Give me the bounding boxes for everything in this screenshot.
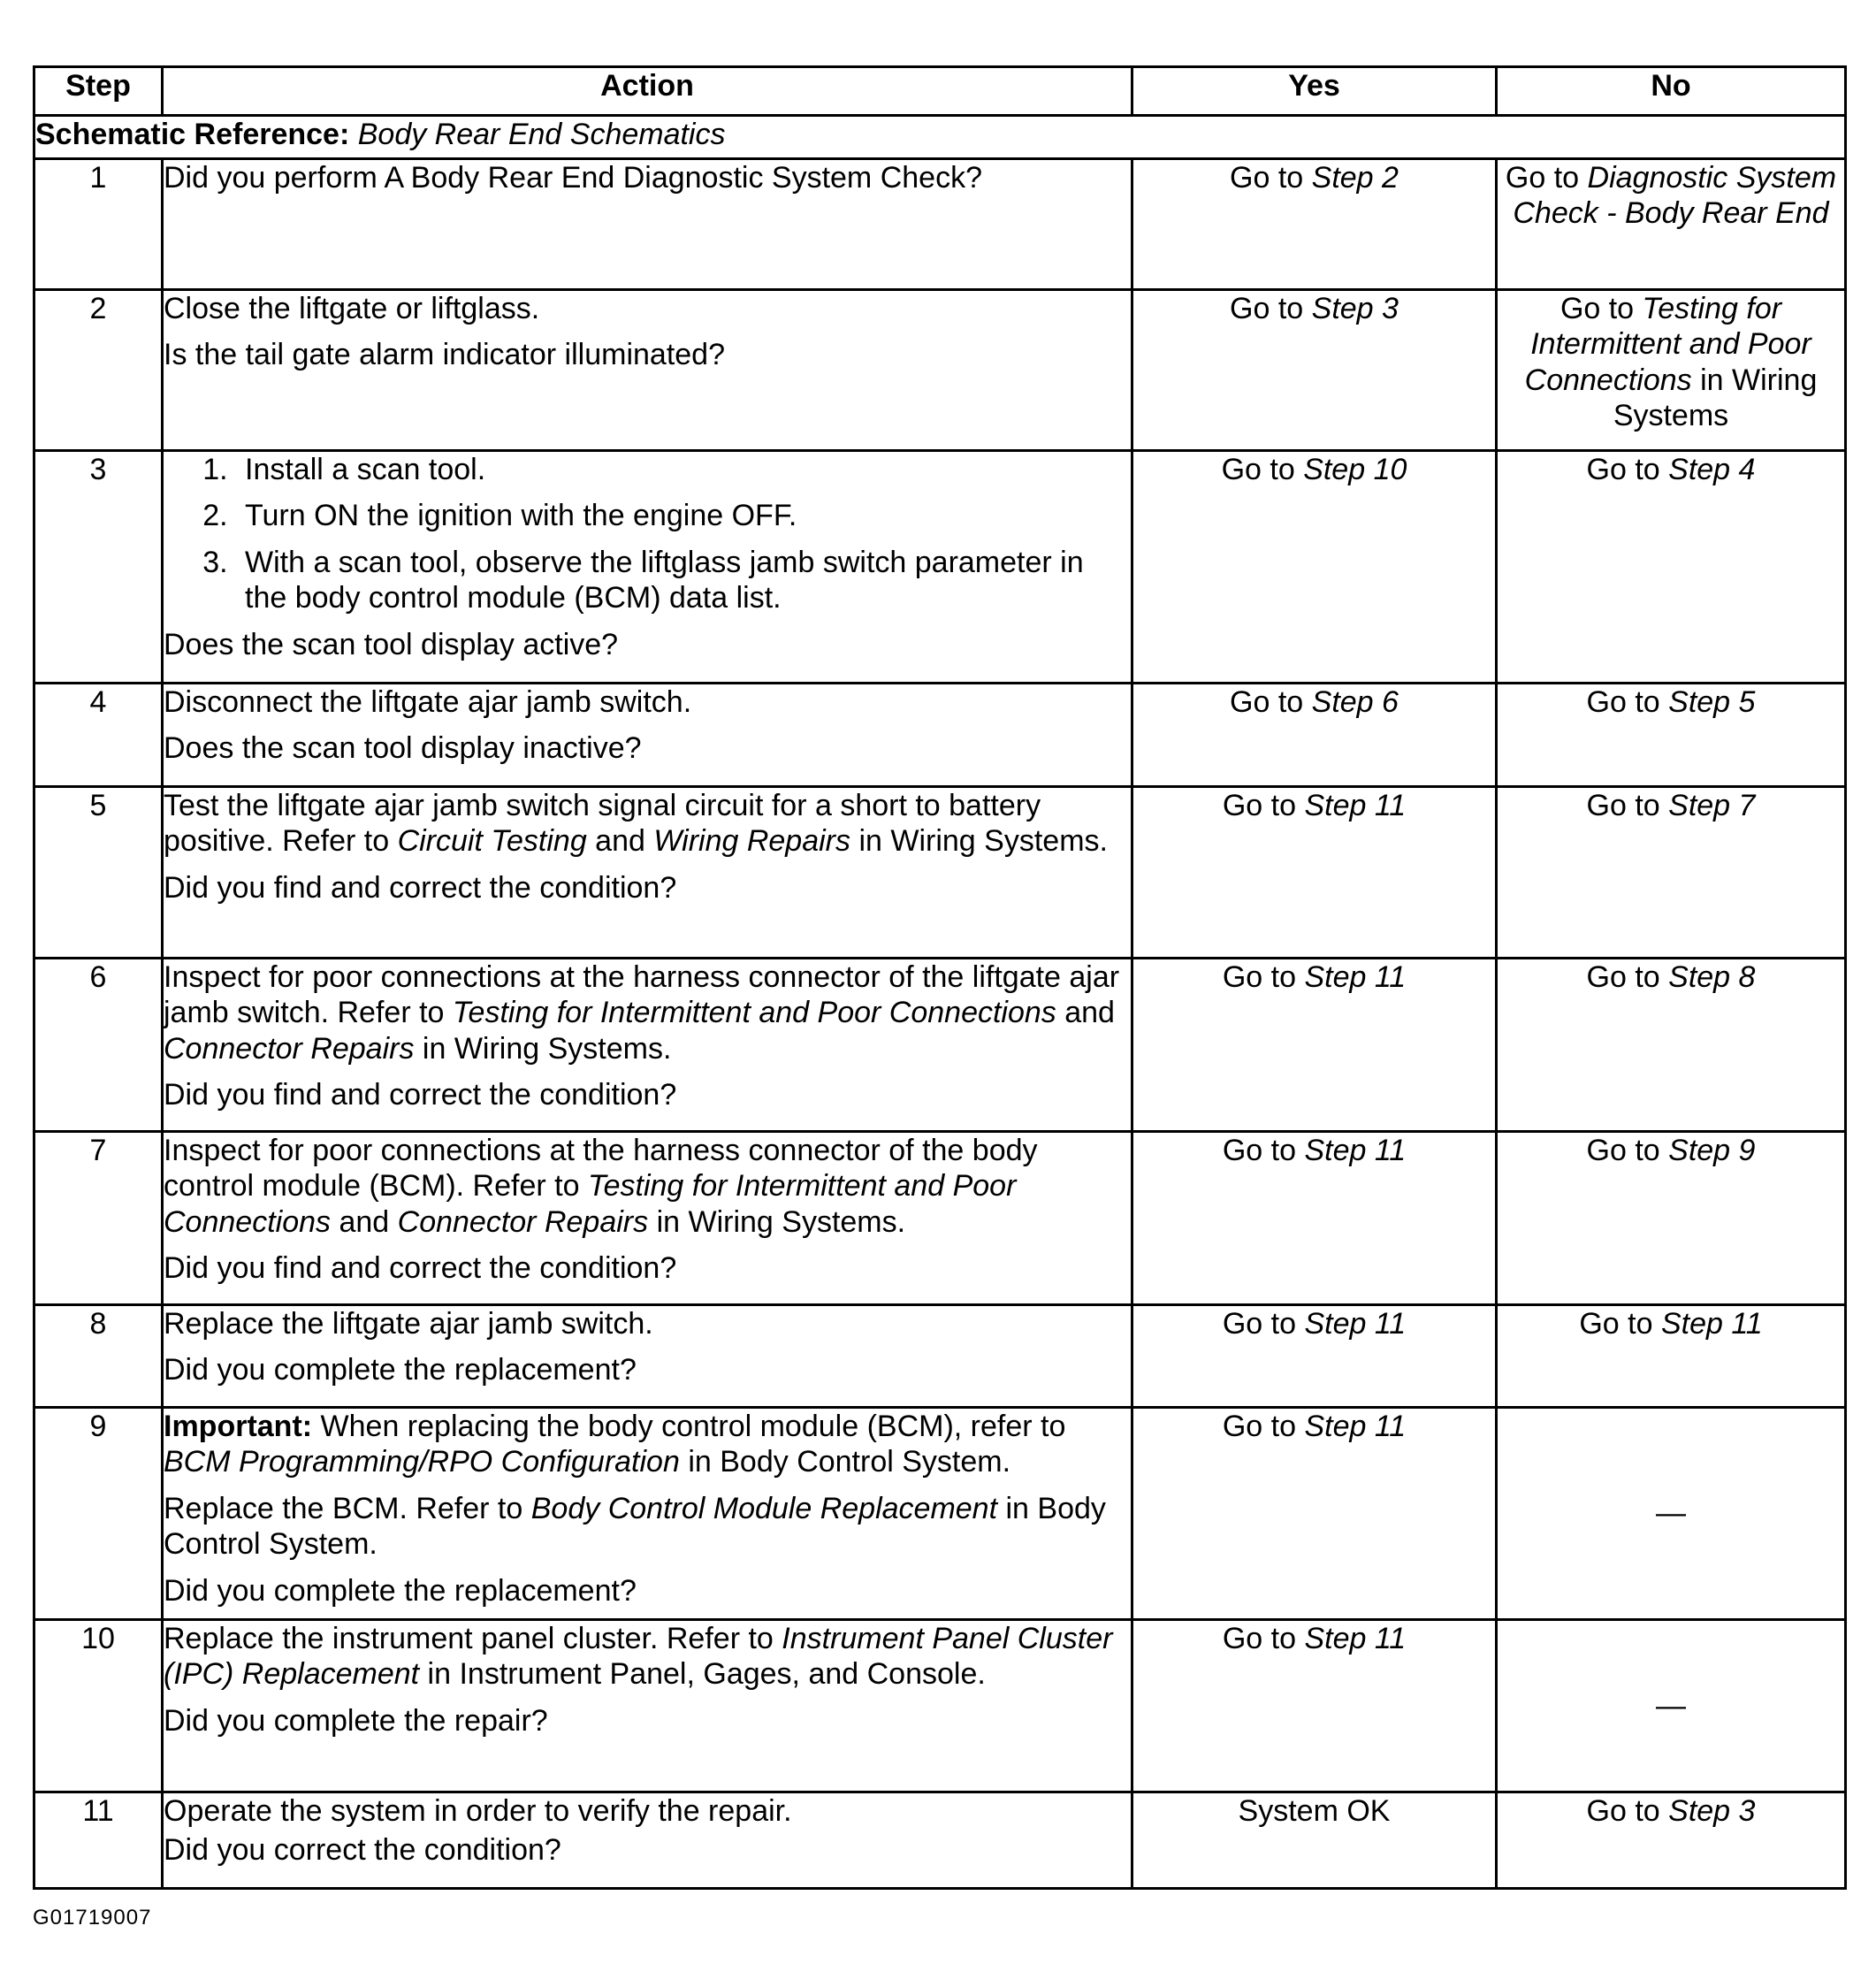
action-text: Disconnect the liftgate ajar jamb switch.	[164, 685, 692, 719]
question-text: Did you complete the replacement?	[164, 1573, 637, 1608]
step-link[interactable]: Step 4	[1668, 453, 1756, 486]
step-number: 3	[34, 451, 163, 684]
step-number: 11	[34, 1792, 163, 1889]
question-text: Did you find and correct the condition?	[164, 1078, 677, 1112]
step-link[interactable]: Step 11	[1304, 789, 1407, 822]
important-label: Important:	[164, 1410, 313, 1443]
question-text: Did you find and correct the condition?	[164, 870, 677, 905]
step-link[interactable]: Step 9	[1668, 1134, 1756, 1167]
list-item: 1. Install a scan tool.	[236, 452, 1131, 487]
step-link[interactable]: Step 11	[1660, 1307, 1763, 1341]
action-cell	[163, 684, 1132, 787]
step-link[interactable]: Step 10	[1303, 453, 1407, 486]
step-link[interactable]: Step 3	[1668, 1794, 1756, 1828]
step-link[interactable]: Step 8	[1668, 960, 1756, 994]
question-text: Did you find and correct the condition?	[164, 1251, 677, 1286]
reference-link[interactable]: Circuit Testing	[397, 824, 587, 859]
no-cell: Go to Step 8	[1497, 959, 1846, 1132]
table-row	[34, 451, 1846, 684]
diagnostic-table	[33, 65, 1847, 1890]
step-number: 6	[34, 959, 163, 1132]
procedure-link[interactable]: Diagnostic System Check - Body Rear End	[1513, 161, 1837, 231]
yes-cell: Go to Step 11	[1132, 959, 1497, 1132]
reference-link[interactable]: BCM Programming/RPO Configuration	[164, 1445, 680, 1479]
no-cell	[1497, 1620, 1846, 1792]
question-text: Does the scan tool display inactive?	[164, 731, 642, 766]
action-text: Replace the liftgate ajar jamb switch.	[164, 1307, 653, 1341]
yes-cell: Go to Step 3	[1132, 290, 1497, 451]
reference-link[interactable]: Body Control Module Replacement	[530, 1491, 998, 1525]
action-text: Inspect for poor connections at the harness connector of the body control module (BCM). Refer to Testing for Intermittent and Poor Connections and Connector Repairs in Wiring Systems.	[164, 1134, 1038, 1239]
header-step: Step	[34, 67, 163, 116]
yes-cell: Go to Step 11	[1132, 787, 1497, 959]
table-row	[34, 787, 1846, 959]
no-cell: Go to Diagnostic System Check - Body Rear End	[1497, 159, 1846, 290]
header-yes: Yes	[1132, 67, 1497, 116]
no-cell: Go to Step 11	[1497, 1305, 1846, 1408]
action-text: Test the liftgate ajar jamb switch signal circuit for a short to battery positive. Refer to Circuit Testing and Wiring Repairs in Wiring Systems.	[164, 789, 1108, 859]
step-number: 2	[34, 290, 163, 451]
yes-cell: Go to Step 6	[1132, 684, 1497, 787]
table-row	[34, 1132, 1846, 1305]
action-text: Operate the system in order to verify the repair.	[164, 1794, 792, 1828]
table-row	[34, 1792, 1846, 1889]
step-link[interactable]: Step 7	[1668, 789, 1756, 822]
no-cell: Go to Testing for Intermittent and Poor Connections in Wiring Systems	[1497, 290, 1846, 451]
step-link[interactable]: Step 6	[1311, 685, 1399, 719]
table-row	[34, 959, 1846, 1132]
action-cell	[163, 1408, 1132, 1620]
step-link[interactable]: Step 11	[1304, 960, 1407, 994]
list-item: 2. Turn ON the ignition with the engine OFF.	[236, 498, 1131, 533]
table-row	[34, 290, 1846, 451]
action-cell	[163, 451, 1132, 684]
action-cell	[163, 159, 1132, 290]
yes-cell	[1132, 1792, 1497, 1889]
no-cell: Go to Step 7	[1497, 787, 1846, 959]
step-number: 5	[34, 787, 163, 959]
yes-cell: Go to Step 10	[1132, 451, 1497, 684]
no-cell: Go to Step 4	[1497, 451, 1846, 684]
no-cell: Go to Step 9	[1497, 1132, 1846, 1305]
reference-link[interactable]: Connector Repairs	[164, 1031, 415, 1066]
procedure-link[interactable]: Testing for Intermittent and Poor Connections	[1524, 292, 1811, 397]
table-row	[34, 159, 1846, 290]
table-row	[34, 684, 1846, 787]
header-no: No	[1497, 67, 1846, 116]
schematic-reference	[34, 116, 1846, 159]
question-text: Did you complete the replacement?	[164, 1353, 637, 1387]
not-applicable-dash: —	[1656, 1688, 1686, 1723]
yes-cell: Go to Step 11	[1132, 1408, 1497, 1620]
step-number: 7	[34, 1132, 163, 1305]
yes-cell: Go to Step 11	[1132, 1620, 1497, 1792]
list-item: 3. With a scan tool, observe the liftglass jamb switch parameter in the body control module (BCM) data list.	[236, 545, 1131, 616]
important-note: Important: When replacing the body control module (BCM), refer to BCM Programming/RPO Configuration in Body Control System.	[164, 1410, 1066, 1479]
step-link[interactable]: Step 5	[1668, 685, 1756, 719]
no-cell: Go to Step 5	[1497, 684, 1846, 787]
schematic-link[interactable]: Body Rear End Schematics	[357, 118, 726, 151]
step-link[interactable]: Step 3	[1311, 292, 1399, 325]
reference-link[interactable]: Connector Repairs	[397, 1204, 649, 1239]
step-link[interactable]: Step 11	[1304, 1307, 1407, 1341]
table-row	[34, 1408, 1846, 1620]
schematic-label: Schematic Reference:	[35, 118, 350, 151]
instruction-list	[164, 452, 1131, 616]
step-number: 4	[34, 684, 163, 787]
question-text: Is the tail gate alarm indicator illuminated?	[164, 338, 725, 372]
reference-link[interactable]: Instrument Panel Cluster (IPC) Replacement	[164, 1622, 1113, 1692]
system-ok-text: System OK	[1238, 1794, 1391, 1828]
step-number: 8	[34, 1305, 163, 1408]
action-cell	[163, 959, 1132, 1132]
question-text: Does the scan tool display active?	[164, 627, 619, 661]
table-row	[34, 1620, 1846, 1792]
step-link[interactable]: Step 2	[1311, 161, 1399, 195]
action-text: Close the liftgate or liftglass.	[164, 292, 540, 325]
step-link[interactable]: Step 11	[1304, 1410, 1407, 1443]
table-row	[34, 1305, 1846, 1408]
header-action: Action	[163, 67, 1132, 116]
header-row	[34, 67, 1846, 116]
yes-cell: Go to Step 11	[1132, 1305, 1497, 1408]
not-applicable-dash: —	[1656, 1496, 1686, 1531]
question-text: Did you complete the repair?	[164, 1703, 548, 1738]
reference-link[interactable]: Testing for Intermittent and Poor Connections	[164, 1169, 1017, 1239]
reference-link[interactable]: Wiring Repairs	[653, 824, 851, 859]
step-number: 1	[34, 159, 163, 290]
action-text: Did you perform A Body Rear End Diagnostic System Check?	[164, 161, 982, 195]
reference-link[interactable]: Testing for Intermittent and Poor Connections	[452, 996, 1056, 1030]
figure-code: G01719007	[33, 1906, 152, 1930]
action-cell	[163, 1305, 1132, 1408]
action-cell	[163, 290, 1132, 451]
step-link[interactable]: Step 11	[1304, 1134, 1407, 1167]
action-cell	[163, 787, 1132, 959]
yes-cell: Go to Step 11	[1132, 1132, 1497, 1305]
step-number: 9	[34, 1408, 163, 1620]
no-cell	[1497, 1408, 1846, 1620]
question-text: Did you correct the condition?	[164, 1833, 561, 1868]
action-cell	[163, 1132, 1132, 1305]
action-text: Replace the BCM. Refer to Body Control Module Replacement in Body Control System.	[164, 1491, 1106, 1562]
no-cell: Go to Step 3	[1497, 1792, 1846, 1889]
yes-cell: Go to Step 2	[1132, 159, 1497, 290]
action-cell	[163, 1792, 1132, 1889]
action-text: Replace the instrument panel cluster. Refer to Instrument Panel Cluster (IPC) Replacement in Instrument Panel, Gages, and Console.	[164, 1622, 1113, 1692]
step-number: 10	[34, 1620, 163, 1792]
action-text: Inspect for poor connections at the harness connector of the liftgate ajar jamb switch. Refer to Testing for Intermittent and Poor Connections and Connector Repairs in Wiring Systems.	[164, 960, 1120, 1066]
action-cell	[163, 1620, 1132, 1792]
schematic-row	[34, 116, 1846, 159]
step-link[interactable]: Step 11	[1304, 1622, 1407, 1655]
